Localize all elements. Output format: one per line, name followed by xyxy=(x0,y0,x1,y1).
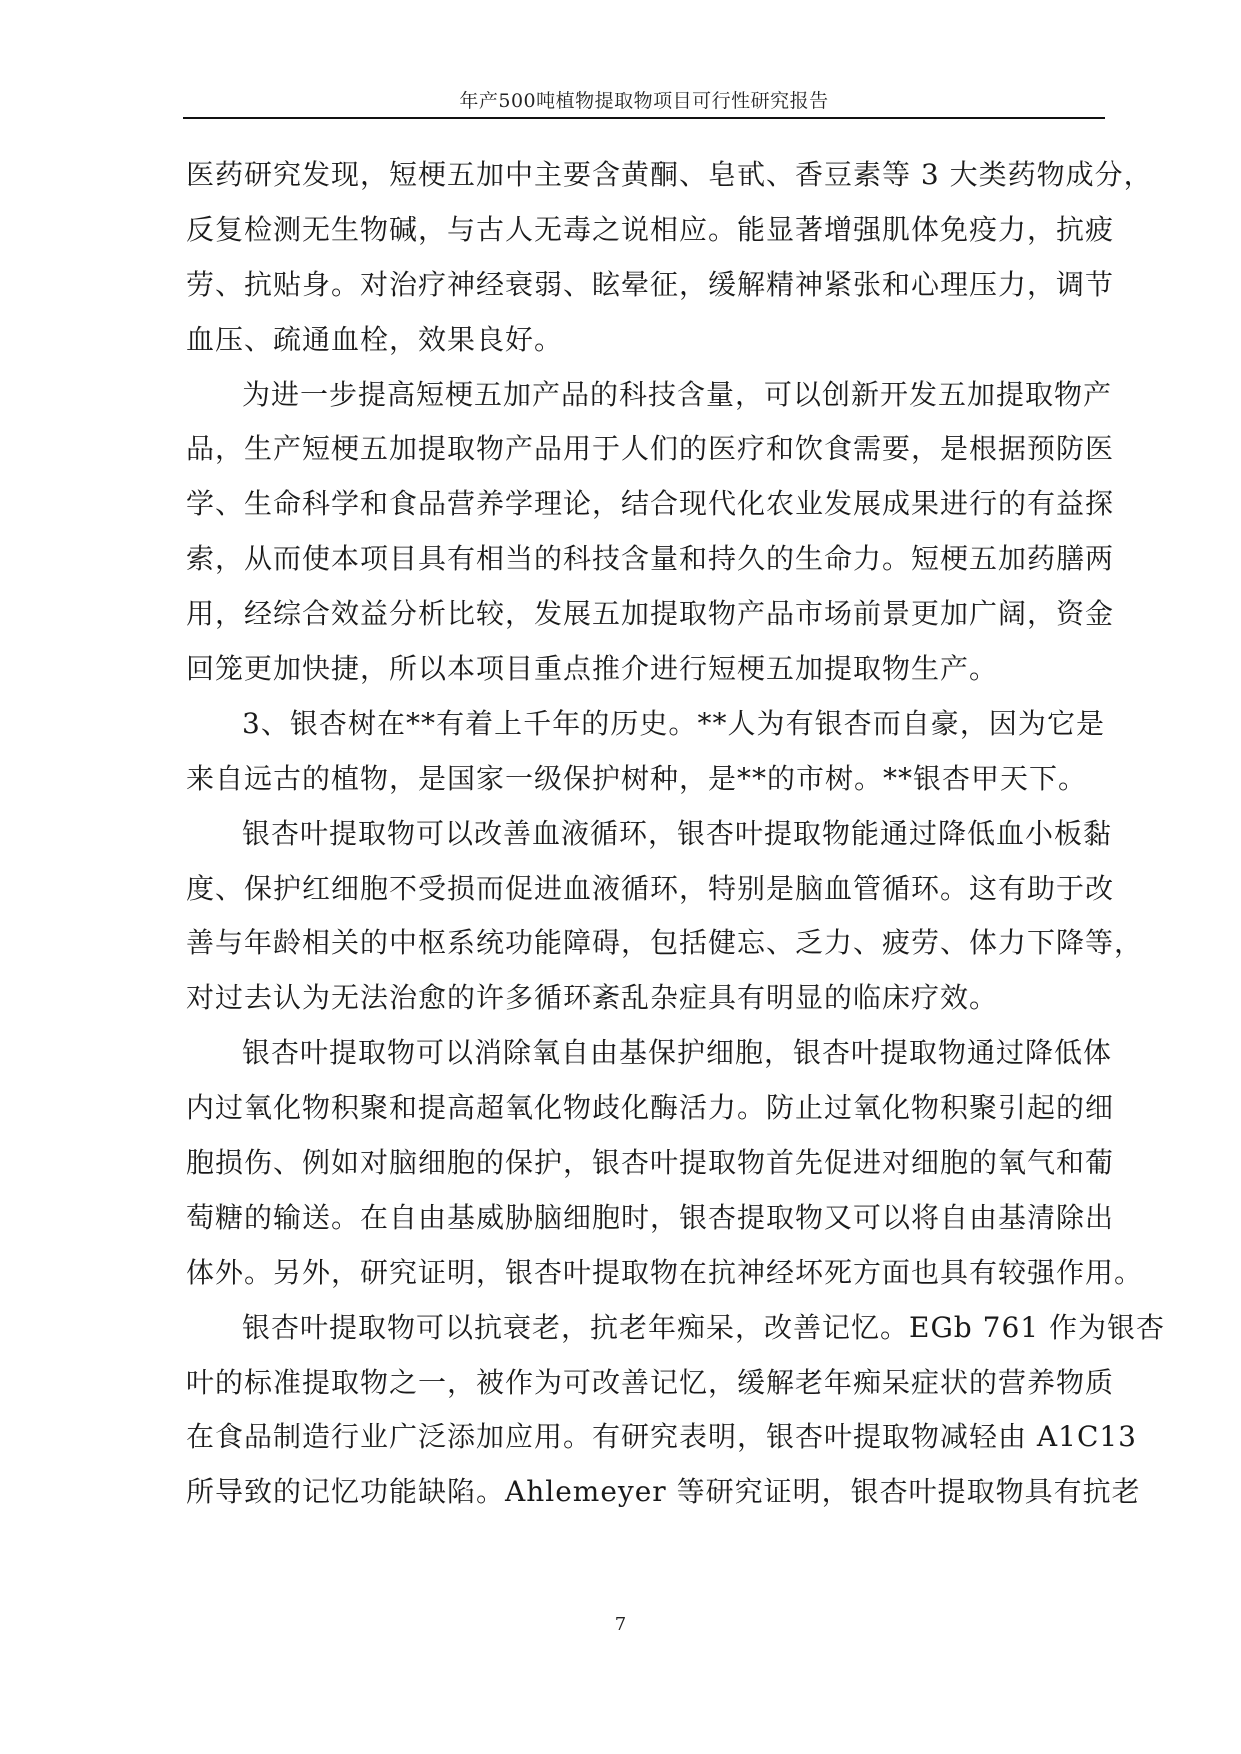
paragraph-first-line: 银杏叶提取物可以改善血液循环，银杏叶提取物能通过降低血小板黏 xyxy=(242,816,1113,850)
text-line: 胞损伤、例如对脑细胞的保护，银杏叶提取物首先促进对细胞的氧气和葡 xyxy=(186,1146,1115,1180)
paragraph-first-line: 银杏叶提取物可以抗衰老，抗老年痴呆，改善记忆。EGb 761 作为银杏 xyxy=(242,1310,1165,1344)
page-number: 7 xyxy=(614,1614,627,1635)
text-line: 善与年龄相关的中枢系统功能障碍，包括健忘、乏力、疲劳、体力下降等， xyxy=(186,926,1144,960)
text-line: 度、保护红细胞不受损而促进血液循环，特别是脑血管循环。这有助于改 xyxy=(186,871,1115,905)
text-line: 品，生产短梗五加提取物产品用于人们的医疗和饮食需要，是根据预防医 xyxy=(186,432,1115,466)
text-line: 来自远古的植物，是国家一级保护树种，是**的市树。**银杏甲天下。 xyxy=(186,761,1088,795)
text-line: 血压、疏通血栓，效果良好。 xyxy=(186,322,564,356)
paragraph-first-line: 3、银杏树在**有着上千年的历史。**人为有银杏而自豪，因为它是 xyxy=(242,706,1105,740)
text-line: 医药研究发现，短梗五加中主要含黄酮、皂甙、香豆素等 3 大类药物成分， xyxy=(186,158,1153,191)
header-divider xyxy=(183,117,1105,119)
text-line: 对过去认为无法治愈的许多循环紊乱杂症具有明显的临床疗效。 xyxy=(186,981,999,1015)
text-line: 叶的标准提取物之一，被作为可改善记忆，缓解老年痴呆症状的营养物质 xyxy=(186,1365,1115,1399)
text-line: 萄糖的输送。在自由基威胁脑细胞时，银杏提取物又可以将自由基清除出 xyxy=(186,1200,1115,1234)
text-line: 所导致的记忆功能缺陷。Ahlemeyer 等研究证明，银杏叶提取物具有抗老 xyxy=(186,1475,1141,1509)
text-line: 体外。另外，研究证明，银杏叶提取物在抗神经坏死方面也具有较强作用。 xyxy=(186,1255,1144,1289)
text-line: 索，从而使本项目具有相当的科技含量和持久的生命力。短梗五加药膳两 xyxy=(186,542,1115,576)
running-header: 年产500吨植物提取物项目可行性研究报告 xyxy=(459,90,829,112)
paragraph-first-line: 为进一步提高短梗五加产品的科技含量，可以创新开发五加提取物产 xyxy=(242,377,1113,411)
text-line: 在食品制造行业广泛添加应用。有研究表明，银杏叶提取物减轻由 A1C13 xyxy=(186,1420,1137,1454)
text-line: 反复检测无生物碱，与古人无毒之说相应。能显著增强肌体免疫力，抗疲 xyxy=(186,212,1115,246)
body-text xyxy=(186,148,1165,1520)
paragraph-first-line: 银杏叶提取物可以消除氧自由基保护细胞，银杏叶提取物通过降低体 xyxy=(242,1036,1113,1070)
text-line: 用，经综合效益分析比较，发展五加提取物产品市场前景更加广阔，资金 xyxy=(186,597,1115,631)
text-line: 内过氧化物积聚和提高超氧化物歧化酶活力。防止过氧化物积聚引起的细 xyxy=(186,1091,1115,1125)
text-line: 学、生命科学和食品营养学理论，结合现代化农业发展成果进行的有益探 xyxy=(186,487,1115,521)
text-line: 回笼更加快捷，所以本项目重点推介进行短梗五加提取物生产。 xyxy=(186,652,999,686)
text-line: 劳、抗贴身。对治疗神经衰弱、眩晕征，缓解精神紧张和心理压力，调节 xyxy=(186,267,1115,301)
